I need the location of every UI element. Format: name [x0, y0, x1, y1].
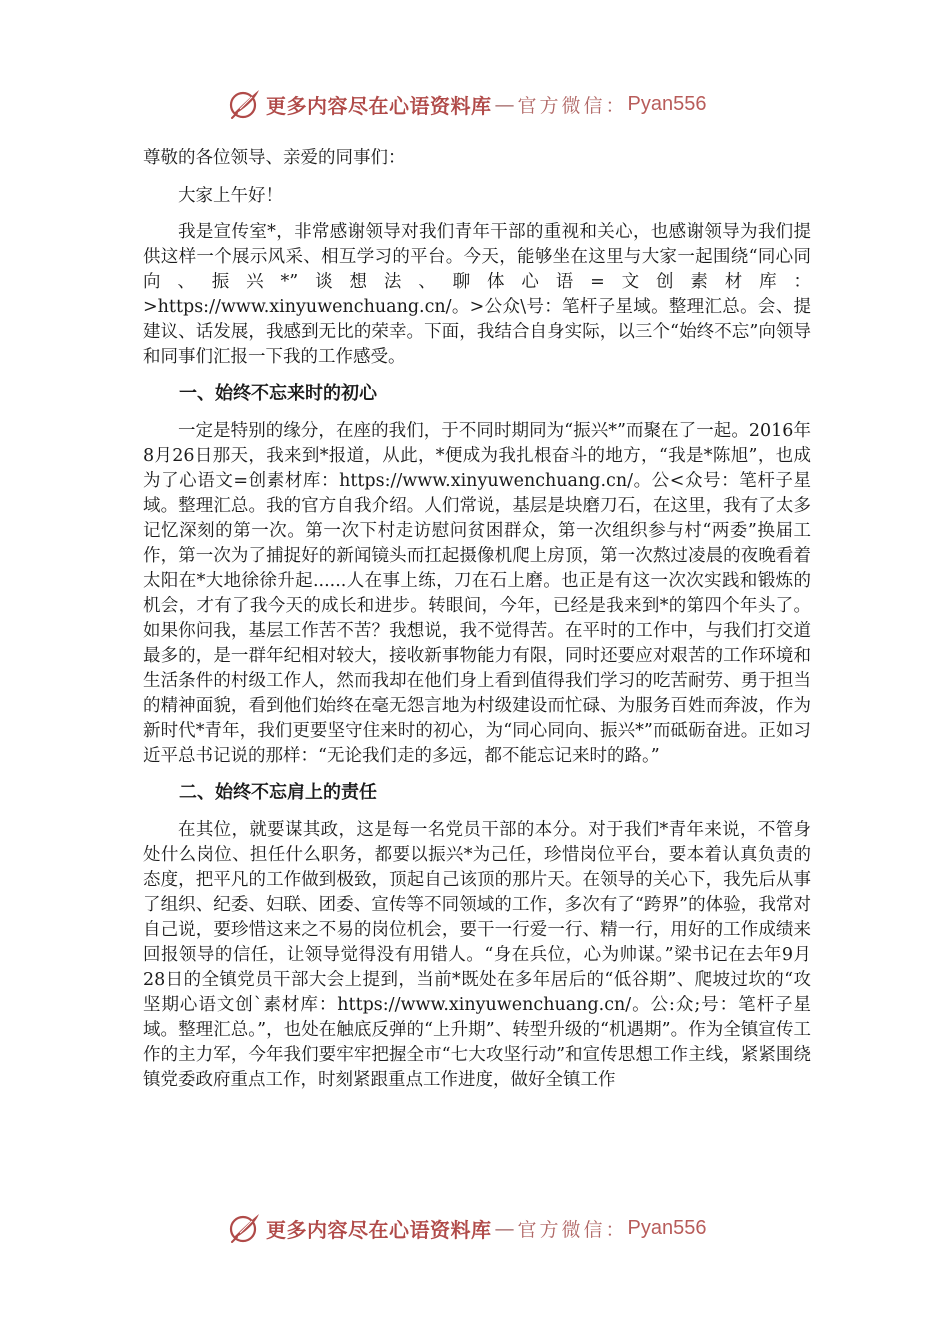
hello-line: 大家上午好！ — [178, 186, 283, 206]
banner-separator: — — [494, 92, 515, 116]
banner-wechat-id: Pyan556 — [627, 92, 707, 115]
greeting: 尊敬的各位领导、亲爱的同事们： — [143, 148, 406, 168]
section-2-paragraph: 在其位，就要谋其政，这是每一名党员干部的本分。对于我们*青年来说，不管身处什么岗位、担任什么职务，都要以振兴*为己任，珍惜岗位平台，要本着认真负责的态度，把平凡的工作做到极致，顶起自己该顶的那片天。在领导的关心下，我先后从事了组织、纪委、妇联、团委、宣传等不同领域的工作，多次有了“跨界”的体验，我常对自己说，要珍惜这来之不易的岗位机会，要干一行爱一行、精一行，用好的工作成绩来回报领导的信任，让领导觉得没有用错人。“身在兵位，心为帅谋。”梁书记在去年9月28日的全镇党员干部大会上提到，当前*既处在多年居后的“低谷期”、爬坡过坎的“攻坚期心语文创`素材库：https://www.xinyuwenchuang.cn/。公:众;号：笔杆子星域。整理汇总。”，也处在触底反弹的“上升期”、转型升级的“机遇期”。作为全镇宣传工作的主力军，今年我们要牢牢把握全市“七大攻坚行动”和宣传思想工作主线，紧紧围绕镇党委政府重点工作，时刻紧跟重点工作进度，做好全镇工作 — [143, 820, 811, 1090]
banner-main-text: 更多内容尽在心语资料库 — [266, 1217, 492, 1242]
banner-main-text: 更多内容尽在心语资料库 — [266, 93, 492, 118]
banner-wechat-id: Pyan556 — [627, 1216, 707, 1239]
banner-separator: — — [494, 1216, 515, 1240]
section-1-paragraph: 一定是特别的缘分，在座的我们，于不同时期同为“振兴*”而聚在了一起。2016年8月26日那天，我来到*报道，从此，*便成为我扎根奋斗的地方，“我是*陈旭”，也成为了心语文=创素材库：https://www.xinyuwenchuang.cn/。公<众号：笔杆子星域。整理汇总。我的官方自我介绍。人们常说，基层是块磨刀石，在这里，我有了太多记忆深刻的第一次。第一次下村走访慰问贫困群众，第一次组织参与村“两委”换届工作，第一次为了捕捉好的新闻镜头而扛起摄像机爬上房顶，第一次熬过凌晨的夜晚看着太阳在*大地徐徐升起......人在事上练，刀在石上磨。也正是有这一次次实践和锻炼的机会，才有了我今天的成长和进步。转眼间，今年，已经是我来到*的第四个年头了。如果你问我，基层工作苦不苦？我想说，我不觉得苦。在平时的工作中，与我们打交道最多的，是一群年纪相对较大，接收新事物能力有限，同时还要应对艰苦的工作环境和生活条件的村级工作人，然而我却在他们身上看到值得我们学习的吃苦耐劳、勇于担当的精神面貌，看到他们始终在毫无怨言地为村级建设而忙碌、为服务百姓而奔波，作为新时代*青年，我们更要坚守住来时的初心，为“同心同向、振兴*”而砥砺奋进。正如习近平总书记说的那样：“无论我们走的多远，都不能忘记来时的路。” — [143, 421, 811, 766]
quill-pen-logo-icon — [228, 1211, 262, 1245]
document-body — [143, 146, 811, 1093]
section-2-heading: 二、始终不忘肩上的责任 — [179, 782, 377, 803]
header-banner — [228, 84, 706, 124]
intro-paragraph: 我是宣传室*，非常感谢领导对我们青年干部的重视和关心，也感谢领导为我们提供这样一个展示风采、相互学习的平台。今天，能够坐在这里与大家一起围绕“同心同向、振兴*”谈想法、聊体心语=文创素材库：>https://www.xinyuwenchuang.cn/。>公众\号：笔杆子星域。整理汇总。会、提建议、话发展，我感到无比的荣幸。下面，我结合自身实际，以三个“始终不忘”向领导和同事们汇报一下我的工作感受。 — [143, 222, 811, 367]
quill-pen-logo-icon — [228, 87, 262, 121]
banner-wechat-label: 官方微信： — [517, 94, 628, 117]
banner-wechat-label: 官方微信： — [517, 1218, 628, 1241]
footer-banner — [228, 1208, 706, 1248]
section-1-heading: 一、始终不忘来时的初心 — [179, 383, 377, 404]
